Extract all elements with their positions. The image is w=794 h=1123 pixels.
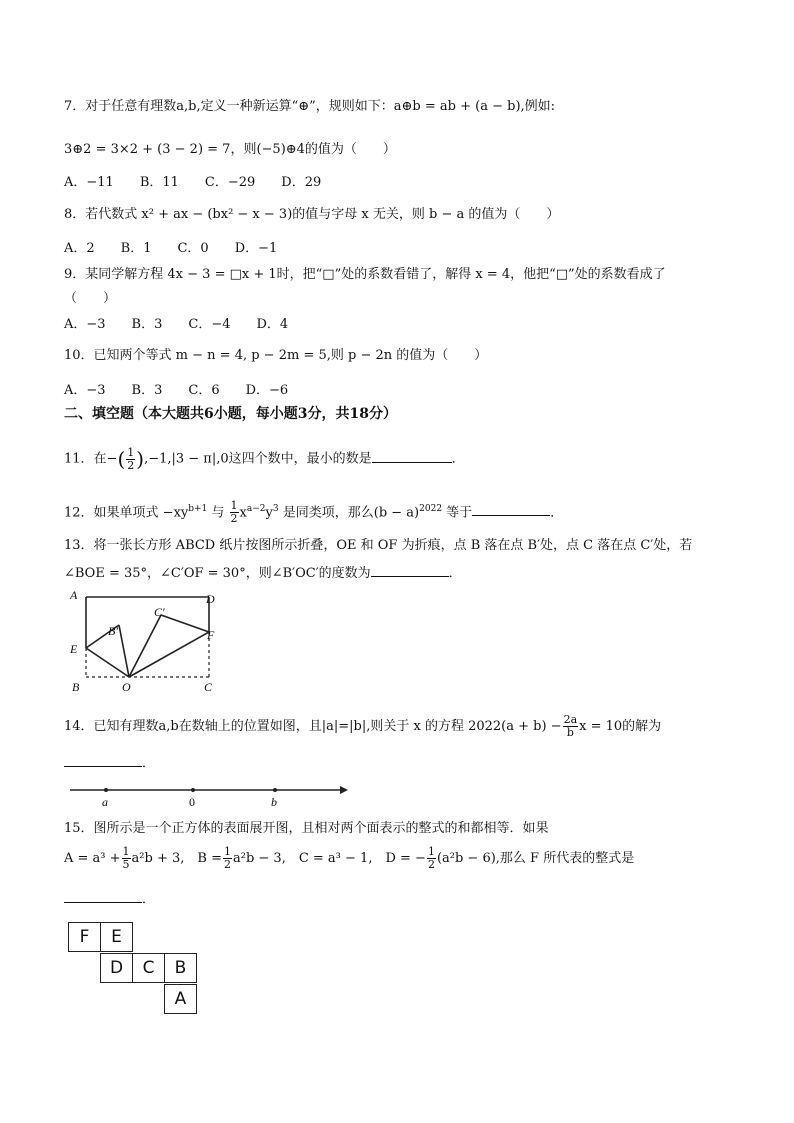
- label-F: F: [207, 628, 215, 642]
- face-E: E: [100, 922, 133, 952]
- q14-post: x = 10的解为: [579, 719, 662, 734]
- q12-mid4: 是同类项，那么(b − a): [278, 505, 420, 521]
- q13-line2-text: ∠BOE = 35°，∠C′OF = 30°，则∠B′OC′的度数为: [64, 566, 371, 581]
- q11: [64, 446, 465, 473]
- q14-answer-blank[interactable]: [64, 752, 142, 767]
- q11-frac-den: 2: [127, 458, 135, 472]
- q15-b-fraction: [223, 846, 232, 871]
- q15-b-den: 2: [223, 858, 231, 871]
- q11-pre: 11．在−: [64, 451, 118, 467]
- point-b: [273, 788, 277, 792]
- q12-sup3: 3: [272, 504, 279, 514]
- q12-end: ．: [550, 505, 564, 521]
- edge-B1O: [119, 625, 129, 677]
- q12-sup1: b+1: [188, 504, 208, 514]
- face-F: F: [68, 922, 101, 952]
- q11-frac-num: 1: [127, 445, 135, 459]
- q15-d-den: 2: [427, 858, 435, 871]
- q15-d-num: 1: [427, 845, 435, 858]
- q14-line2: [64, 752, 155, 773]
- q15-end: ．: [142, 892, 156, 907]
- q15-b-post: a²b − 3, C = a³ − 1, D = −: [232, 851, 426, 866]
- q9-options: A．−3 B．3 C．−4 D．4: [64, 317, 289, 332]
- label-B-prime: B′: [108, 624, 118, 638]
- q11-answer-blank[interactable]: [372, 448, 452, 463]
- q9-line1: 9．某同学解方程 4x − 3 = □x + 1时，把“□”处的系数看错了，解得 x = 4，他把“□”处的系数看成了: [64, 267, 666, 282]
- fold-EO: [86, 648, 129, 677]
- q11-paren-left: (: [117, 447, 126, 471]
- label-D: D: [206, 592, 215, 606]
- q14-fraction: [563, 714, 579, 739]
- label-E: E: [70, 642, 78, 656]
- label-C-prime: C′: [154, 605, 165, 619]
- q13-answer-blank[interactable]: [371, 562, 449, 577]
- q12-frac-den: 2: [230, 512, 238, 526]
- q12-answer-blank[interactable]: [472, 501, 550, 516]
- q12-mid1: 与: [207, 505, 229, 521]
- label-zero: 0: [189, 795, 195, 809]
- q12: [64, 496, 563, 526]
- q15-line1: 15．图所示是一个正方体的表面展开图，且相对两个面表示的整式的和都相等．如果: [64, 821, 549, 836]
- q12-sup2: a−2: [246, 504, 266, 514]
- q14-line1: [64, 712, 661, 742]
- q14-pre: 14．已知有理数a,b在数轴上的位置如图，且|a|=|b|,则关于 x 的方程 2022(a + b) −: [64, 719, 562, 734]
- q12-pre: 12．如果单项式 −xy: [64, 505, 189, 521]
- face-B: B: [164, 953, 197, 983]
- q12-post: 等于: [442, 505, 473, 521]
- q11-post: ,−1,|3 − π|,0这四个数中，最小的数是: [144, 451, 372, 467]
- q15-line3: [64, 888, 155, 909]
- label-a: a: [102, 795, 108, 809]
- q15-a-post: a²b + 3, B =: [131, 851, 222, 866]
- fold-figure: [64, 585, 234, 697]
- face-C: C: [132, 953, 165, 983]
- q15-a-den: 5: [122, 858, 130, 871]
- q13-line2: [64, 562, 462, 583]
- face-A: A: [164, 984, 197, 1014]
- section-heading: 二、填空题（本大题共6小题，每小题3分，共18分）: [64, 406, 397, 422]
- q7-options: A．−11 B．11 C．−29 D．29: [64, 175, 322, 190]
- q15-a-fraction: [122, 846, 131, 871]
- q12-fraction: [230, 500, 239, 525]
- q10-line1: 10．已知两个等式 m − n = 4, p − 2m = 5,则 p − 2n 的值为（ ）: [64, 348, 488, 363]
- q12-mid2: x: [239, 505, 247, 521]
- q8-line1: 8．若代数式 x² + ax − (bx² − x − 3)的值与字母 x 无关，则 b − a 的值为（ ）: [64, 207, 560, 222]
- q7-line2: 3⊕2 = 3×2 + (3 − 2) = 7，则(−5)⊕4的值为（ ）: [64, 142, 396, 157]
- q11-paren-right: ): [136, 447, 145, 471]
- q11-end: ．: [451, 451, 465, 467]
- cube-net: [68, 922, 208, 1022]
- face-D: D: [100, 953, 133, 983]
- q15-answer-blank[interactable]: [64, 888, 142, 903]
- q12-mid3: y: [265, 505, 273, 521]
- q10-options: A．−3 B．3 C．6 D．−6: [64, 383, 289, 398]
- q15-a-num: 1: [122, 845, 130, 858]
- q14-frac-den: b: [566, 726, 574, 739]
- q9-line2: （ ）: [64, 291, 117, 306]
- label-A: A: [70, 588, 78, 602]
- label-C: C: [204, 680, 213, 694]
- label-B: B: [72, 680, 80, 694]
- q8-options: A．2 B．1 C．0 D．−1: [64, 241, 278, 256]
- q12-frac-num: 1: [230, 499, 238, 513]
- q15-b-num: 1: [223, 845, 231, 858]
- q15-a-pre: A = a³ +: [64, 851, 121, 866]
- q13-end: ．: [448, 566, 462, 581]
- axis-arrow-icon: [340, 786, 348, 794]
- q7-line1: 7．对于任意有理数a,b,定义一种新运算“⊕”，规则如下：a⊕b = ab + (a − b),例如:: [64, 99, 556, 114]
- point-a: [104, 788, 108, 792]
- point-0: [191, 788, 195, 792]
- label-O: O: [122, 680, 131, 694]
- q11-fraction: [126, 447, 135, 472]
- q14-frac-num: 2a: [563, 713, 578, 726]
- q15-d-fraction: [427, 846, 436, 871]
- q13-line1: 13．将一张长方形 ABCD 纸片按图所示折叠，OE 和 OF 为折痕，点 B 落在点 B′处，点 C 落在点 C′处，若: [64, 538, 693, 553]
- edge-C1F: [161, 615, 209, 632]
- q15-line2: [64, 844, 634, 874]
- q15-d-post: (a²b − 6),那么 F 所代表的整式是: [436, 851, 635, 866]
- q12-sup4: 2022: [419, 504, 443, 514]
- label-b: b: [271, 795, 277, 809]
- number-line: [64, 780, 354, 810]
- q14-end: ．: [142, 756, 156, 771]
